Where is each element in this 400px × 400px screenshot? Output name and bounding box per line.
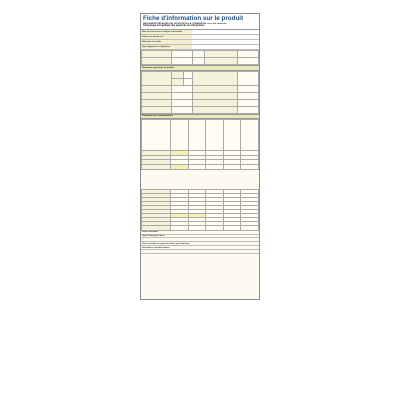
- address-value: …: [192, 35, 259, 39]
- extra-info-label: Informations complémentaires: [142, 246, 170, 249]
- table-row: [142, 58, 259, 65]
- table-row: [142, 71, 259, 78]
- table-row: [142, 51, 259, 58]
- section-general-title: Paramètres généraux du produit: [141, 65, 259, 71]
- sheet-title: Fiche d'information sur le produit: [143, 15, 244, 22]
- table-header-row: [142, 120, 259, 151]
- door-label: Type d'éclairage du porte: [142, 234, 165, 237]
- model-value: …: [192, 40, 259, 44]
- table-row: [142, 99, 259, 106]
- bottom-block: [141, 231, 259, 255]
- supplier-label: Nom du fournisseur ou marque commerciale: [142, 30, 183, 33]
- warranty-label: Durée minimale de la garantie offerte par le fabricant: [142, 242, 190, 245]
- footer-note: …: [140, 302, 142, 304]
- general-parameters-table: [141, 71, 259, 114]
- regulation-subline: l'étiquetage énergétique des appareils de réfrigération: [143, 24, 205, 28]
- section-compartments-title: Paramètres des compartiments: [141, 114, 259, 120]
- extra-info-value: …: [142, 250, 144, 253]
- extra-info-value-line: [141, 250, 259, 254]
- appliance-type-label: Type d'appareil de réfrigération: [142, 45, 171, 48]
- table-row: [142, 85, 259, 92]
- compartment-parameters-table: [141, 119, 259, 169]
- table-row: [142, 226, 259, 230]
- model-label: Référence du modèle: [142, 40, 162, 43]
- address-label: Adresse du fournisseur: [142, 35, 164, 38]
- compartment-types-table: [141, 189, 259, 231]
- table-row: [142, 106, 259, 113]
- regulation-line: RÈGLEMENT DÉLÉGUÉ (UE) 2019/2016 DE LA COMMISSION en ce qui concerne: [143, 22, 227, 25]
- supplier-block: [141, 29, 259, 50]
- blank-area: [141, 170, 259, 189]
- product-information-sheet: [140, 13, 260, 300]
- light-source-label: Source lumineuse: [142, 230, 159, 233]
- supplier-value: …: [192, 30, 259, 34]
- appliance-type-table: [141, 50, 259, 65]
- sheet-header: [141, 14, 259, 29]
- table-row: [142, 165, 259, 170]
- appliance-type-value: [192, 45, 259, 49]
- placeholder-text: …: [142, 238, 144, 241]
- table-row: [142, 92, 259, 99]
